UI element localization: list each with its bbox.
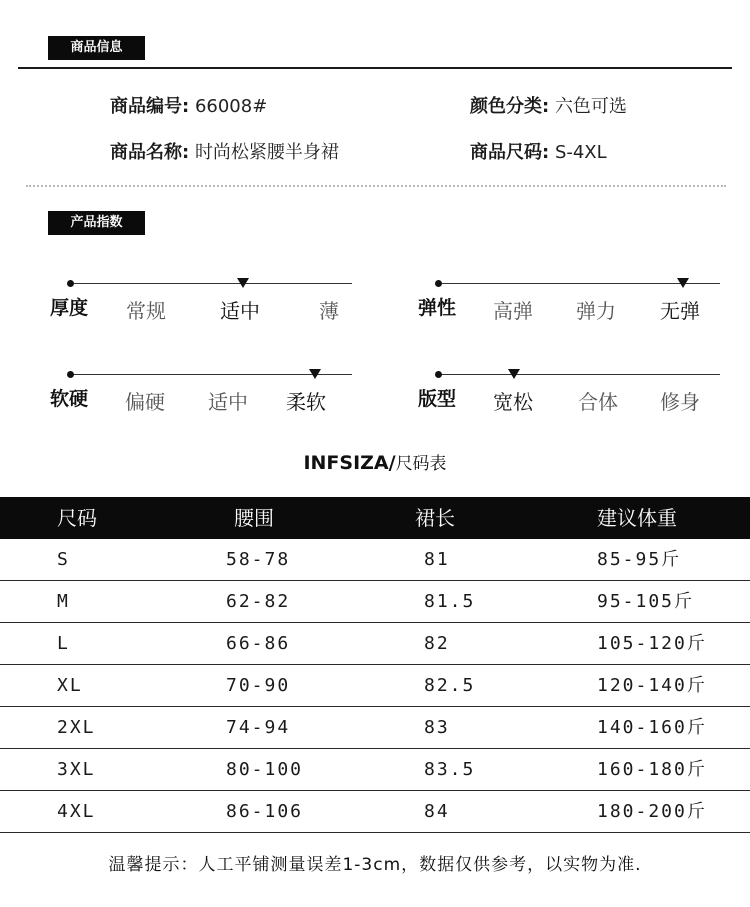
cell-length: 81 xyxy=(424,549,450,570)
measurement-note: 温馨提示：人工平铺测量误差1-3cm，数据仅供参考，以实物为准. xyxy=(108,855,642,875)
table-row xyxy=(0,749,750,791)
cell-length: 82.5 xyxy=(424,675,476,696)
size-chart-title: 尺码表 xyxy=(395,454,447,474)
section-divider xyxy=(18,67,732,69)
cell-size: XL xyxy=(57,675,83,696)
scale-title: 弹性 xyxy=(418,297,457,319)
table-row xyxy=(0,539,750,581)
scale-option: 适中 xyxy=(208,390,248,414)
scale-option: 薄 xyxy=(319,299,339,323)
scale-marker-icon xyxy=(309,369,321,379)
scale-start-dot xyxy=(435,280,442,287)
scale-option-selected: 无弹 xyxy=(660,299,700,323)
scale-option: 偏硬 xyxy=(125,390,165,414)
product-info-tag: 商品信息 xyxy=(48,36,145,60)
cell-weight: 120-140斤 xyxy=(597,675,707,696)
cell-weight: 95-105斤 xyxy=(597,591,695,612)
color-category-field xyxy=(470,95,627,119)
product-number-value: 66008# xyxy=(194,96,268,117)
cell-weight: 180-200斤 xyxy=(597,801,707,822)
fit-scale xyxy=(418,370,720,420)
scale-option: 弹力 xyxy=(576,299,616,323)
dotted-divider xyxy=(26,185,726,187)
scale-start-dot xyxy=(435,371,442,378)
elasticity-scale xyxy=(418,279,720,329)
cell-weight: 140-160斤 xyxy=(597,717,707,738)
table-row xyxy=(0,707,750,749)
cell-length: 82 xyxy=(424,633,450,654)
cell-waist: 66-86 xyxy=(226,633,291,654)
header-waist: 腰围 xyxy=(234,506,274,530)
cell-size: L xyxy=(57,633,70,654)
cell-size: 2XL xyxy=(57,717,96,738)
table-row xyxy=(0,581,750,623)
product-name-value: 时尚松紧腰半身裙 xyxy=(194,142,339,163)
thickness-scale xyxy=(50,279,352,329)
cell-weight: 105-120斤 xyxy=(597,633,707,654)
softness-scale xyxy=(50,370,352,420)
scale-title: 厚度 xyxy=(50,297,89,319)
cell-weight: 85-95斤 xyxy=(597,549,682,570)
scale-title: 软硬 xyxy=(50,388,89,410)
cell-length: 84 xyxy=(424,801,450,822)
product-number-field xyxy=(110,95,267,119)
scale-option-selected: 宽松 xyxy=(493,390,533,414)
scale-marker-icon xyxy=(508,369,520,379)
product-number-label: 商品编号: xyxy=(110,96,190,117)
table-row xyxy=(0,791,750,833)
product-size-label: 商品尺码: xyxy=(470,142,550,163)
scale-option: 修身 xyxy=(660,390,700,414)
table-row xyxy=(0,623,750,665)
cell-size: 3XL xyxy=(57,759,96,780)
header-weight: 建议体重 xyxy=(597,506,677,530)
cell-waist: 80-100 xyxy=(226,759,304,780)
scale-option-selected: 柔软 xyxy=(286,390,326,414)
product-size-field xyxy=(470,141,607,165)
cell-length: 81.5 xyxy=(424,591,476,612)
scale-option: 高弹 xyxy=(493,299,533,323)
cell-waist: 86-106 xyxy=(226,801,304,822)
cell-waist: 70-90 xyxy=(226,675,291,696)
scale-line xyxy=(70,283,352,284)
color-category-label: 颜色分类: xyxy=(470,96,550,117)
cell-waist: 62-82 xyxy=(226,591,291,612)
scale-option: 合体 xyxy=(578,390,618,414)
product-name-field xyxy=(110,141,339,165)
color-category-value: 六色可选 xyxy=(554,96,627,117)
cell-size: 4XL xyxy=(57,801,96,822)
scale-marker-icon xyxy=(237,278,249,288)
cell-waist: 74-94 xyxy=(226,717,291,738)
cell-length: 83.5 xyxy=(424,759,476,780)
scale-title: 版型 xyxy=(418,388,457,410)
scale-marker-icon xyxy=(677,278,689,288)
cell-waist: 58-78 xyxy=(226,549,291,570)
scale-line xyxy=(438,374,720,375)
cell-length: 83 xyxy=(424,717,450,738)
scale-option-selected: 适中 xyxy=(220,299,260,323)
cell-size: M xyxy=(57,591,70,612)
size-chart-heading xyxy=(0,448,750,479)
cell-weight: 160-180斤 xyxy=(597,759,707,780)
scale-option: 常规 xyxy=(126,299,166,323)
product-size-value: S-4XL xyxy=(554,142,607,163)
scale-start-dot xyxy=(67,280,74,287)
size-table-header xyxy=(0,497,750,539)
product-index-tag: 产品指数 xyxy=(48,211,145,235)
header-length: 裙长 xyxy=(415,506,455,530)
scale-start-dot xyxy=(67,371,74,378)
table-row xyxy=(0,665,750,707)
header-size: 尺码 xyxy=(57,506,97,530)
product-name-label: 商品名称: xyxy=(110,142,190,163)
brand-name: INFSIZA/ xyxy=(303,452,396,474)
cell-size: S xyxy=(57,549,70,570)
